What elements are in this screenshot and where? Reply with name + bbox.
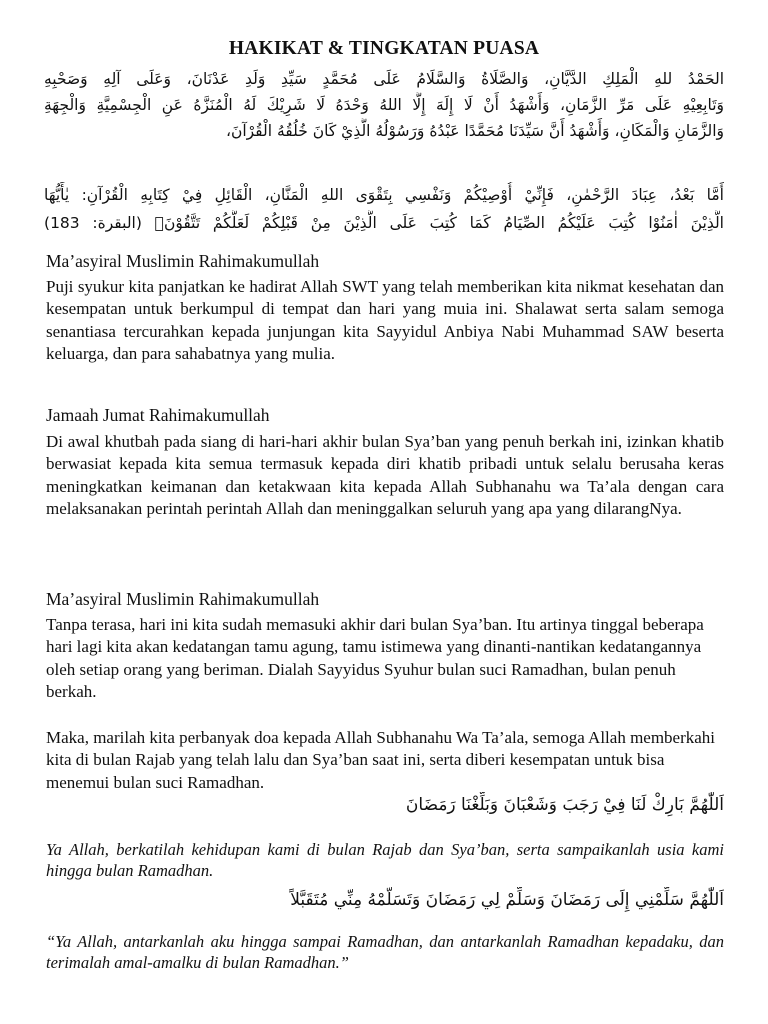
paragraph: Maka, marilah kita perbanyak doa kepada Allah Subhanahu Wa Ta’ala, semoga Allah memberkahi kita di bulan Rajab yang telah lalu dan Sya’ban saat ini, serta diberi kesempatan untuk bisa menemui bulan suci Ramadhan. [46,728,716,792]
arabic-line: وَتَابِعِيْهِ عَلَى مَرِّ الزَّمَانِ، وَأَشْهَدُ أَنْ لَا إِلَهَ إِلَّا اللهُ وَحْدَهُ لَا شَرِيْكَ لَهُ الْمُنَزَّهُ عَنِ الْجِسْمِيَّةِ وَالْجِهَةِ [44,96,724,114]
doa-translation: Ya Allah, berkatilah kehidupan kami di bulan Rajab dan Sya’ban, serta sampaikanlah usia kami hingga bulan Ramadhan. [46,840,724,880]
arabic-line: أَمَّا بَعْدُ، عِبَادَ الرَّحْمٰنِ، فَإِنِّيْ أُوْصِيْكُمْ وَنَفْسِي بِتَقْوَى اللهِ الْمَنَّانِ، الْقَائِلِ فِيْ كِتَابِهِ الْقُرْآنِ: يٰأَيُّهَا [44,186,724,204]
doa-translation: “Ya Allah, antarkanlah aku hingga sampai Ramadhan, dan antarkanlah Ramadhan kepadaku, dan terimalah amal-amalku di bulan Ramadhan.” [46,932,724,972]
arabic-line: وَالزَّمَانِ وَالْمَكَانِ، وَأَشْهَدُ أَنَّ سَيِّدَنَا مُحَمَّدًا عَبْدُهُ وَرَسُوْلُهُ الَّذِيْ كَانَ خُلُقُهُ الْقُرْآنَ، [225,122,724,140]
salutation: Ma’asyiral Muslimin Rahimakumullah [46,589,320,609]
salutation: Jamaah Jumat Rahimakumullah [46,405,270,425]
document-title: HAKIKAT & TINGKATAN PUASA [228,38,540,59]
arabic-verse-line: الَّذِيْنَ اٰمَنُوْا كُتِبَ عَلَيْكُمُ الصِّيَامُ كَمَا كُتِبَ عَلَى الَّذِيْنَ مِنْ قَبْلِكُمْ لَعَلَّكُمْ تَتَّقُوْنَۙ (البقرة: 183) [44,214,724,232]
arabic-line: الحَمْدُ للهِ الْمَلِكِ الدَّيَّانِ، وَالصَّلَاةُ وَالسَّلَامُ عَلَى مُحَمَّدٍ سَيِّدِ وَلَدِ عَدْنَانَ، وَعَلَى آلِهِ وَصَحْبِهِ [44,70,724,88]
doa-arabic: اَللّٰهُمَّ بَارِكْ لَنَا فِيْ رَجَبَ وَشَعْبَانَ وَبَلِّغْنَا رَمَضَانَ [405,795,724,815]
paragraph: Puji syukur kita panjatkan ke hadirat Allah SWT yang telah memberikan kita nikmat kesehatan dan kesempatan untuk berkumpul di tempat dan hari yang muia ini. Shalawat serta salam semoga senantiasa tercurahkan kepada junjungan kita Sayyidul Anbiya Nabi Muhammad SAW beserta keluarga, dan para sahabatnya yang mulia. [46,277,724,364]
paragraph: Di awal khutbah pada siang di hari-hari akhir bulan Sya’ban yang penuh berkah ini, izinkan khatib berwasiat kepada kita semua termasuk kepada diri khatib pribadi untuk selalu berusaha keras meningkatkan keimanan dan ketakwaan kita kepada Allah Subhanahu wa Ta’ala dengan cara melaksanakan perintah perintah Allah dan meninggalkan seluruh yang apa yang dilarangNya. [46,432,724,519]
paragraph: Tanpa terasa, hari ini kita sudah memasuki akhir dari bulan Sya’ban. Itu artinya tinggal beberapa hari lagi kita akan kedatangan tamu agung, tamu istimewa yang dinanti-nantikan kedatangannya oleh setiap orang yang beriman. Dialah Sayyidus Syuhur bulan suci Ramadhan, bulan penuh berkah. [46,615,704,702]
salutation: Ma’asyiral Muslimin Rahimakumullah [46,251,320,271]
doa-arabic: اَللّٰهُمَّ سَلِّمْنِي إِلَى رَمَضَانَ وَسَلِّمْ لِي رَمَضَانَ وَتَسَلَّمْهُ مِنِّي مُتَقَبَّلاً [290,890,724,910]
